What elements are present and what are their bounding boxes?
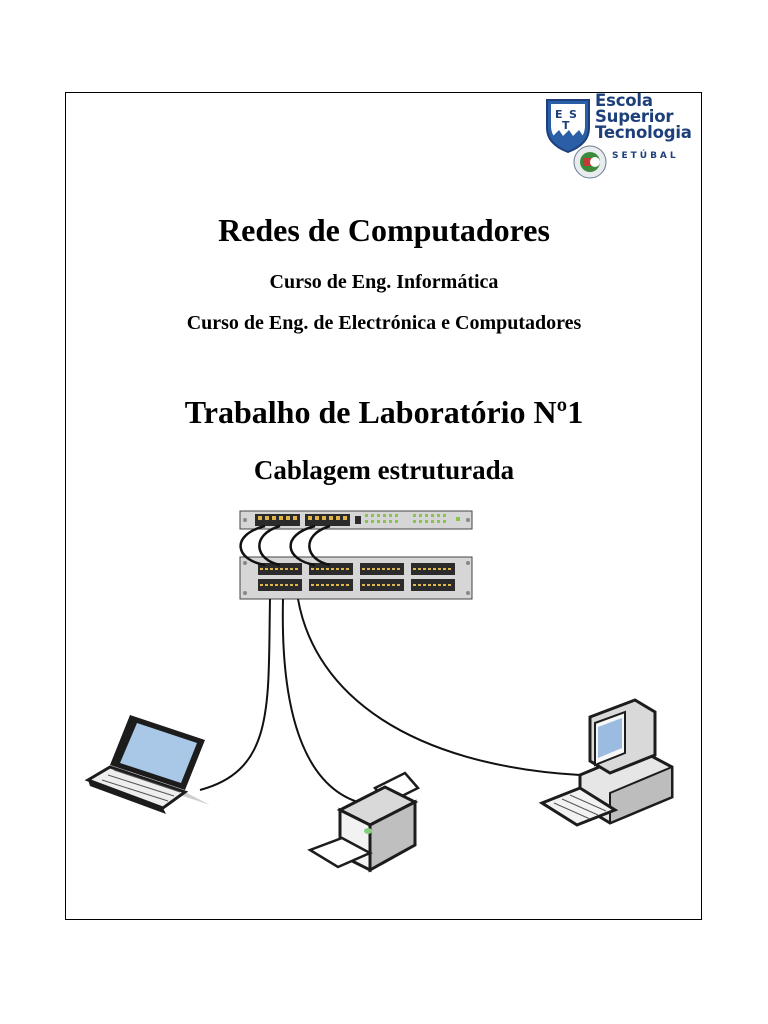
logo-wordmark bbox=[595, 93, 692, 141]
svg-text:E: E bbox=[555, 108, 563, 121]
laptop-icon bbox=[88, 715, 210, 814]
document-title: Redes de Computadores bbox=[218, 212, 550, 248]
printer-icon bbox=[310, 773, 418, 870]
device-cables bbox=[200, 599, 580, 805]
logo-city: SETÚBAL bbox=[612, 151, 679, 161]
logo-line-2: Superior bbox=[595, 107, 674, 126]
logo-line-3: Tecnologia bbox=[595, 123, 692, 142]
svg-text:T: T bbox=[562, 119, 570, 132]
patch-panel-icon bbox=[240, 511, 472, 529]
network-illustration bbox=[80, 505, 700, 905]
lab-title: Trabalho de Laboratório Nº1 bbox=[184, 394, 584, 430]
logo-line-1: Escola bbox=[595, 91, 653, 110]
svg-text:S: S bbox=[569, 108, 577, 121]
desktop-computer-icon bbox=[542, 700, 672, 825]
lab-subtitle: Cablagem estruturada bbox=[253, 455, 515, 485]
course-line-1: Curso de Eng. Informática bbox=[269, 271, 499, 293]
course-line-2: Curso de Eng. de Electrónica e Computadores bbox=[186, 312, 582, 334]
